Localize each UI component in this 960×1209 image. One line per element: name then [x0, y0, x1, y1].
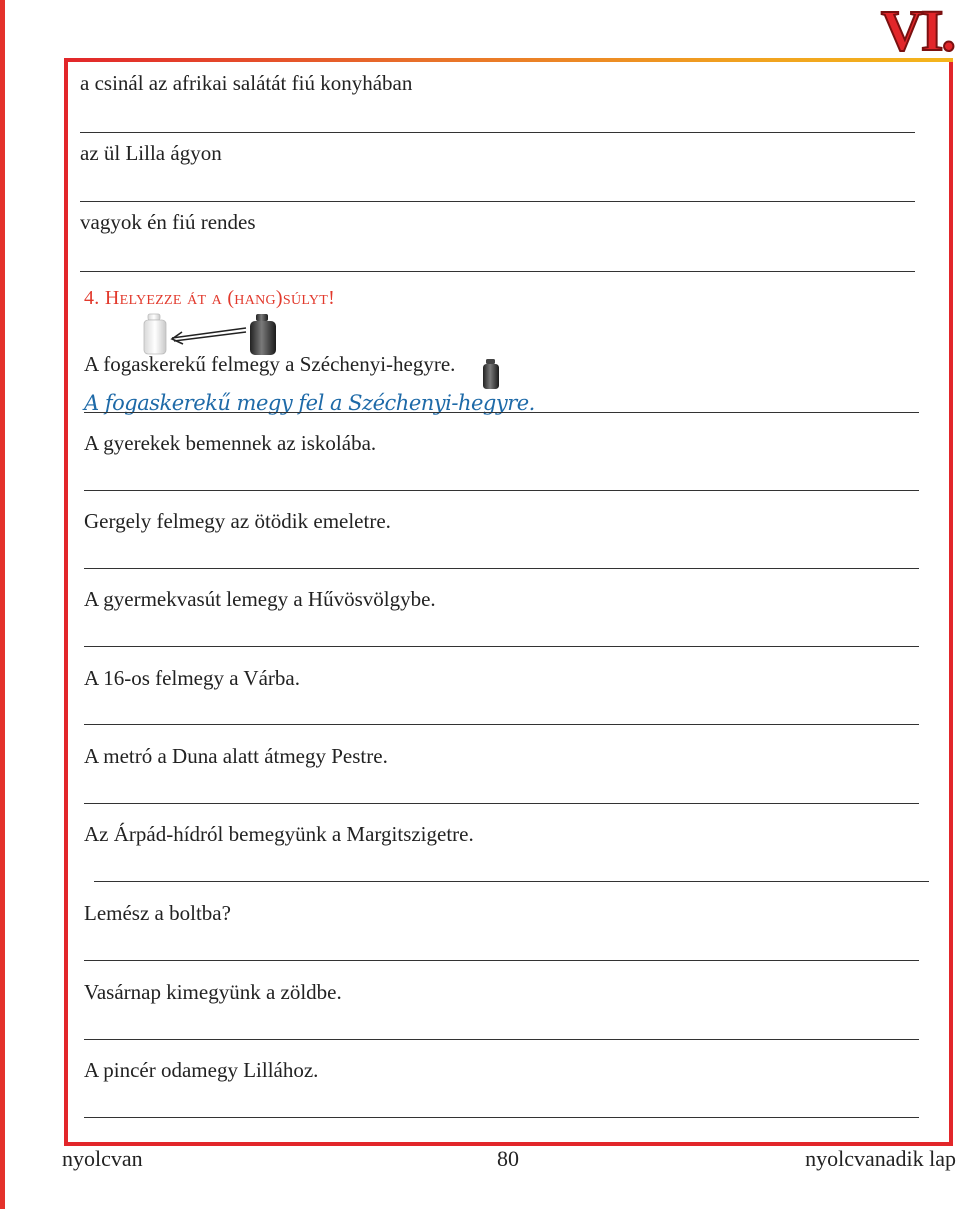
heavy-weight-icon	[250, 314, 276, 355]
heavy-weight-small-icon	[480, 357, 502, 391]
word-line-2: az ül Lilla ágyon	[80, 141, 222, 165]
word-line-1: a csinál az afrikai salátát fiú konyhában	[80, 71, 413, 95]
answer-line-10[interactable]	[84, 960, 919, 961]
sentence-5: A metró a Duna alatt átmegy Pestre.	[84, 744, 388, 768]
answer-line-8[interactable]	[84, 803, 919, 804]
page-number: 80	[497, 1146, 519, 1171]
answer-line-11[interactable]	[84, 1039, 919, 1040]
answer-line-9[interactable]	[94, 881, 929, 882]
page-frame-top	[64, 58, 953, 62]
sentence-4: A 16-os felmegy a Várba.	[84, 666, 300, 690]
answer-line-5[interactable]	[84, 568, 919, 569]
chapter-number: VI.	[881, 0, 954, 63]
example-sentence: A fogaskerekű felmegy a Széchenyi-hegyre.	[84, 352, 456, 376]
arrow-icon	[172, 328, 246, 344]
footer-left: nyolcvan	[62, 1146, 143, 1171]
sentence-3: A gyermekvasút lemegy a Hűvösvölgybe.	[84, 587, 436, 611]
left-edge-stripe	[0, 0, 5, 1209]
sentence-7: Lemész a boltba?	[84, 901, 231, 925]
answer-line-12[interactable]	[84, 1117, 919, 1118]
light-weight-icon	[144, 314, 166, 354]
exercise-title: 4. Helyezze át a (hang)súlyt!	[84, 287, 336, 309]
answer-line-1[interactable]	[80, 132, 915, 133]
sentence-8: Vasárnap kimegyünk a zöldbe.	[84, 980, 342, 1004]
answer-line-3[interactable]	[80, 271, 915, 272]
answer-line-2[interactable]	[80, 201, 915, 202]
sentence-1: A gyerekek bemennek az iskolába.	[84, 431, 377, 455]
footer-right: nyolcvanadik lap	[805, 1146, 956, 1171]
example-answer: A fogaskerekű megy fel a Széchenyi-hegyre.	[84, 391, 535, 415]
answer-line-4[interactable]	[84, 490, 919, 491]
sentence-2: Gergely felmegy az ötödik emeletre.	[84, 509, 391, 533]
word-line-3: vagyok én fiú rendes	[80, 210, 256, 234]
answer-line-6[interactable]	[84, 646, 919, 647]
answer-line-7[interactable]	[84, 724, 919, 725]
example-answer-line	[84, 412, 919, 413]
sentence-6: Az Árpád-hídról bemegyünk a Margitszigetre.	[84, 822, 474, 846]
sentence-9: A pincér odamegy Lillához.	[84, 1058, 319, 1082]
